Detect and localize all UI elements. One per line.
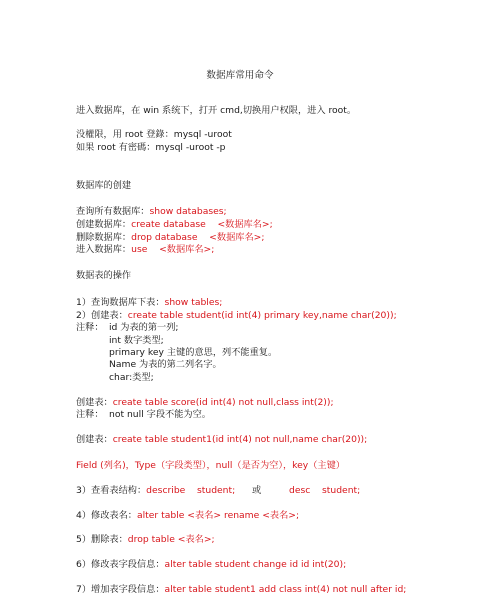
db-create-heading: 数据库的创建 xyxy=(76,180,132,191)
step3-or: 或 xyxy=(252,485,262,496)
login-with-password-cmd: mysql -uroot -p xyxy=(155,142,226,153)
create-student1-cmd: create table student1(id int(4) not null,name char(20)); xyxy=(112,434,368,445)
step3-cmd1: describe student; xyxy=(146,485,236,496)
field-description: Field (列名)，Type（字段类型），null（是否为空），key（主键） xyxy=(76,460,345,471)
db-command-code: drop database <数据库名>; xyxy=(131,232,265,243)
step3-row xyxy=(76,485,235,497)
db-command-label: 进入数据库： xyxy=(76,244,132,255)
step1-row xyxy=(76,297,222,309)
step5-cmd: drop table <表名>; xyxy=(127,534,215,545)
step3-cmd2: desc student; xyxy=(289,485,361,496)
login-no-password-cmd: mysql -uroot xyxy=(173,129,232,140)
step6-row xyxy=(76,559,346,571)
note1-line: Name 为表的第二列名字。 xyxy=(109,359,222,370)
create-student1-row xyxy=(76,434,367,446)
db-command-code: use <数据库名>; xyxy=(131,244,215,255)
note1-line: primary key 主键的意思，列不能重复。 xyxy=(109,347,278,358)
login-no-password-label: 没權限，用 root 登錄： xyxy=(76,129,174,140)
db-command-row xyxy=(76,206,227,218)
db-command-label: 创建数据库： xyxy=(76,219,132,230)
step2-cmd: create table student(id int(4) primary key,name char(20)); xyxy=(127,310,397,321)
step7-cmd: alter table student1 add class int(4) not null after id; xyxy=(164,584,407,595)
note1-label: 注释： xyxy=(76,322,104,333)
db-command-row xyxy=(76,232,264,244)
step2-label: 2）创建表： xyxy=(76,310,128,321)
login-no-password xyxy=(76,129,232,141)
create-score-label: 创建表： xyxy=(76,397,113,408)
db-command-code: show databases; xyxy=(149,206,227,217)
note1-line: int 数字类型; xyxy=(109,335,164,346)
db-command-row xyxy=(76,244,214,256)
intro-text: 进入数据库，在 win 系统下，打开 cmd,切换用户权限，进入 root。 xyxy=(76,105,357,116)
step4-cmd: alter table <表名> rename <表名>; xyxy=(136,510,300,521)
step6-label: 6）修改表字段信息： xyxy=(76,559,165,570)
login-with-password-label: 如果 root 有密碼： xyxy=(76,142,156,153)
note1-line: id 为表的第一列; xyxy=(109,322,179,333)
note1-line: char:类型; xyxy=(109,372,154,383)
note2-label: 注释： xyxy=(76,409,104,420)
create-score-row xyxy=(76,397,334,409)
db-command-row xyxy=(76,219,273,231)
step5-label: 5）删除表： xyxy=(76,534,128,545)
step5-row xyxy=(76,534,215,546)
db-command-code: create database <数据库名>; xyxy=(131,219,273,230)
step2-row xyxy=(76,310,397,322)
step1-cmd: show tables; xyxy=(164,297,223,308)
step1-label: 1）查询数据库下表： xyxy=(76,297,165,308)
db-command-label: 删除数据库： xyxy=(76,232,132,243)
step3-label: 3）查看表结构： xyxy=(76,485,147,496)
create-student1-label: 创建表： xyxy=(76,434,113,445)
login-with-password xyxy=(76,142,226,154)
step4-label: 4）修改表名： xyxy=(76,510,137,521)
step6-cmd: alter table student change id id int(20); xyxy=(164,559,347,570)
step7-row xyxy=(76,584,406,596)
table-ops-heading: 数据表的操作 xyxy=(76,270,132,281)
create-score-cmd: create table score(id int(4) not null,class int(2)); xyxy=(112,397,334,408)
document-title: 数据库常用命令 xyxy=(206,70,274,81)
step4-row xyxy=(76,510,299,522)
step7-label: 7）增加表字段信息： xyxy=(76,584,165,595)
db-command-label: 查询所有数据库： xyxy=(76,206,150,217)
note2-text: not null 字段不能为空。 xyxy=(109,409,211,420)
